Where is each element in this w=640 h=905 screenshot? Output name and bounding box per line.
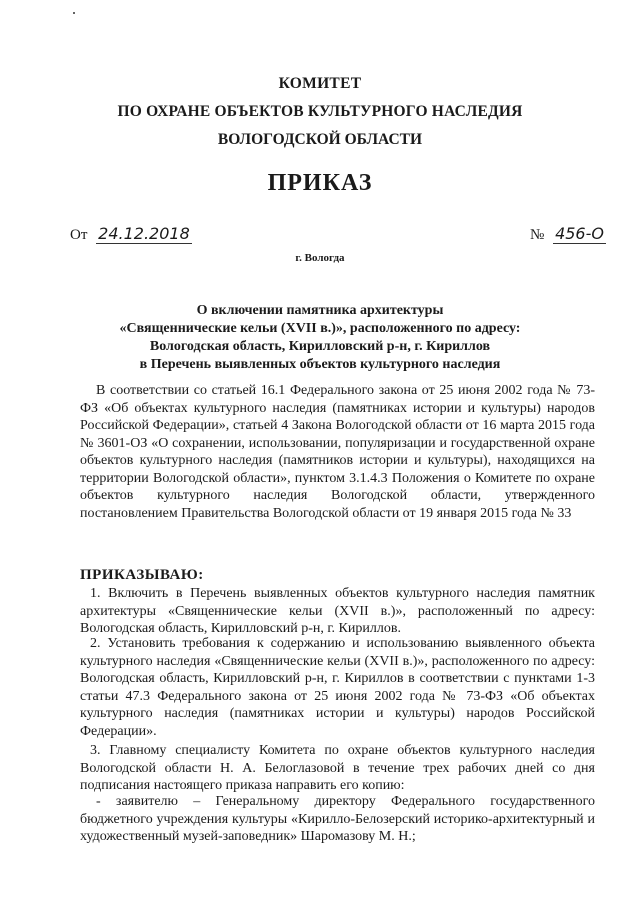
order-subject: [100, 302, 540, 374]
date-prefix: От: [70, 227, 88, 243]
order-item-recipient: - заявителю – Генеральному директору Федерального государственного бюджетного учреждения культуры «Кирилло-Белозерский историко-архитектурный и художественный музей-заповедник» Шаромазову М. Н.;: [80, 794, 595, 844]
number-prefix: №: [530, 227, 545, 243]
order-item-1: 1. Включить в Перечень выявленных объектов культурного наследия памятник архитектуры «Священнические кельи (XVII в.)», расположенный по адресу: Вологодская область, Кирилловский р-н, г. Кириллов.: [80, 586, 595, 636]
number-value: 456-О: [555, 224, 604, 243]
order-date: [70, 224, 192, 244]
document-type: ПРИКАЗ: [267, 170, 373, 196]
order-item-3: 3. Главному специалисту Комитета по охране объектов культурного наследия Вологодской области Н. А. Белоглазовой в течение трех рабочих дней со дня подписания настоящего приказа направить его копию:: [80, 743, 595, 793]
subject-line: в Перечень выявленных объектов культурного наследия: [139, 357, 501, 372]
preamble-paragraph: В соответствии со статьей 16.1 Федерального закона от 25 июня 2002 года № 73-ФЗ «Об объектах культурного наследия (памятниках истории и культуры) народов Российской Федерации», статьей 4 Закона Вологодской области от 16 марта 2015 года № 3601-ОЗ «О сохранении, использовании, популяризации и государственной охране объектов культурного наследия (памятников истории и культуры), находящихся на территории Вологодской области», пунктом 3.1.4.3 Положения о Комитете по охране объектов культурного наследия Вологодской области, утвержденного постановлением Правительства Вологодской области от 19 января 2015 года № 33: [80, 383, 595, 521]
scan-speck: [73, 12, 75, 14]
subject-line: «Священнические кельи (XVII в.)», расположенного по адресу:: [119, 321, 521, 336]
subject-line: Вологодская область, Кирилловский р-н, г. Кириллов: [149, 339, 491, 354]
date-value: 24.12.2018: [98, 224, 190, 243]
order-item-2: 2. Установить требования к содержанию и использованию выявленного объекта культурного наследия «Священнические кельи (XVII в.)», расположенного по адресу: Вологодская область, Кирилловский р-н, г. Кириллов в соответствии с пунктами 1-3 статьи 47.3 Федерального закона от 25 июня 2002 года № 73-ФЗ «Об объектах культурного наследия (памятниках истории и культуры) народов Российской Федерации».: [80, 636, 595, 739]
city: г. Вологда: [295, 252, 345, 264]
subject-line: О включении памятника архитектуры: [196, 303, 444, 318]
prikazyvayu-heading: ПРИКАЗЫВАЮ:: [80, 567, 204, 583]
header-line-3: ВОЛОГОДСКОЙ ОБЛАСТИ: [217, 131, 423, 148]
header-line-2: ПО ОХРАНЕ ОБЪЕКТОВ КУЛЬТУРНОГО НАСЛЕДИЯ: [117, 103, 523, 120]
order-number: [530, 224, 606, 244]
header-line-1: КОМИТЕТ: [278, 75, 362, 92]
